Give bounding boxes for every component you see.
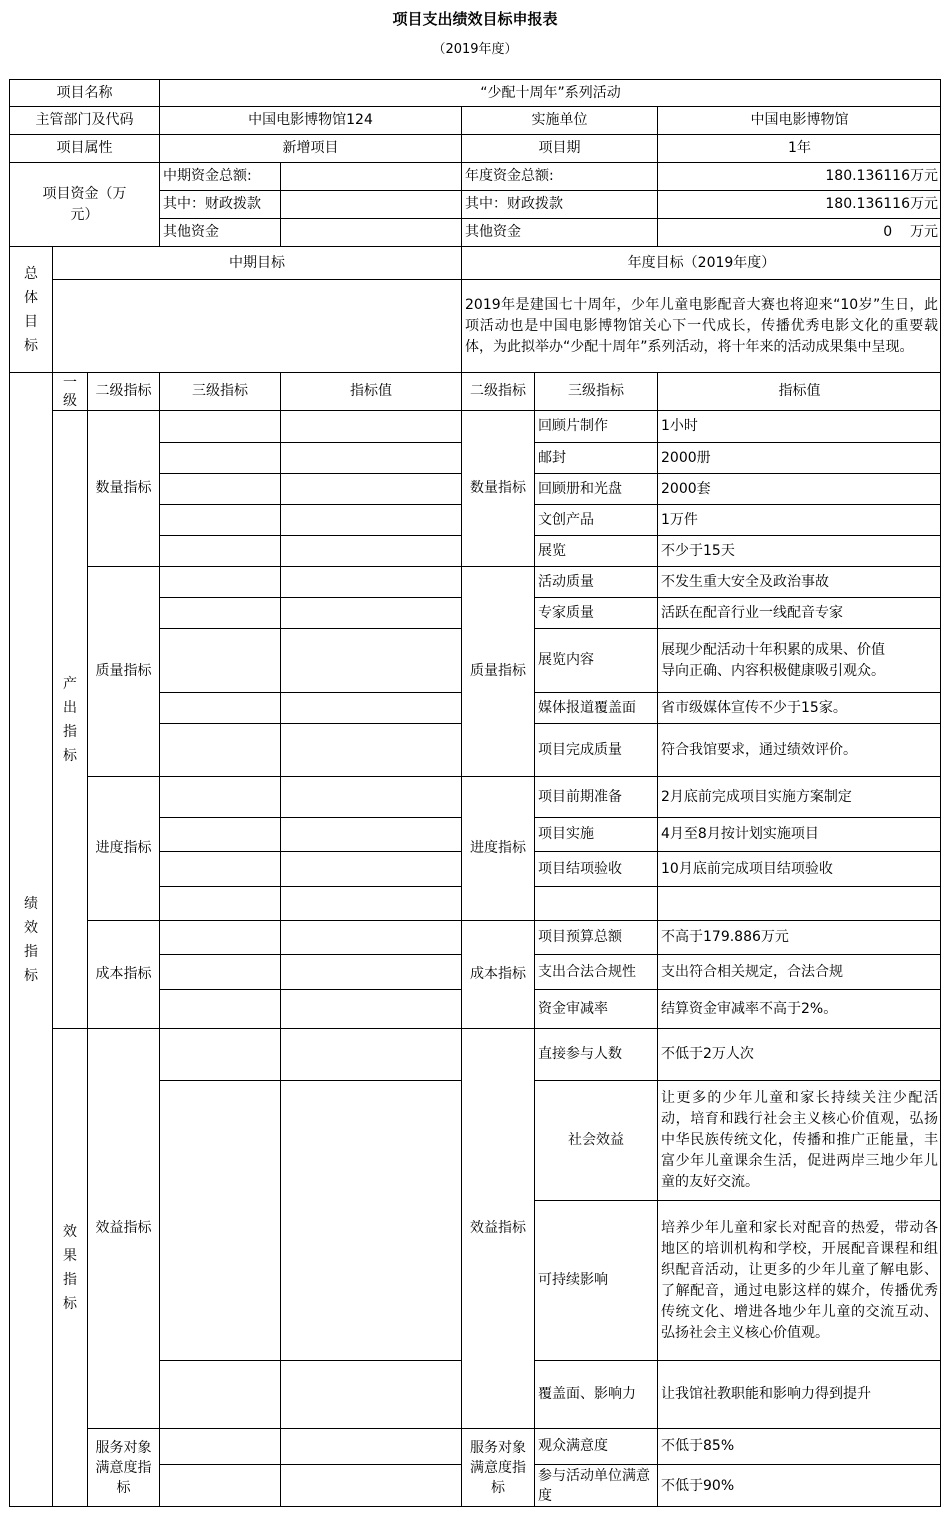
mid-value-cell [280,628,461,692]
annual-value-cell: 让我馆社教职能和影响力得到提升 [657,1360,941,1428]
mid-value-cell [280,504,461,535]
year-fiscal-label: 其中：财政拨款 [461,190,657,218]
mid-fiscal-value [280,190,461,218]
table-border-bottom [9,1506,941,1507]
col-level2-header-left: 二级指标 [87,372,159,410]
mid-value-cell [280,566,461,597]
mid-value-cell [280,954,461,989]
cost-indicators-left: 成本指标 [87,920,159,1028]
mid-value-cell [280,473,461,504]
annual-l3-cell: 展览内容 [534,628,657,692]
mid-l3-cell [159,954,280,989]
mid-value-cell [280,723,461,776]
mid-value-cell [280,817,461,851]
annual-l3-cell: 项目实施 [534,817,657,851]
annual-value-cell: 2月底前完成项目实施方案制定 [657,776,941,817]
annual-value-cell: 不低于90% [657,1464,941,1507]
annual-value-cell: 不发生重大安全及政治事故 [657,566,941,597]
perf-indicators-label: 绩效指标 [9,372,52,1507]
cost-indicators-right: 成本指标 [461,920,534,1028]
mid-l3-cell [159,597,280,628]
output-indicators-label: 产出指标 [52,410,87,1028]
mid-fiscal-label: 其中：财政拨款 [159,190,280,218]
annual-value-cell: 活跃在配音行业一线配音专家 [657,597,941,628]
mid-value-cell [280,776,461,817]
mid-value-cell [280,851,461,886]
mid-value-cell [280,989,461,1028]
mid-goal-header: 中期目标 [52,246,461,279]
benefit-indicators-left: 效益指标 [87,1028,159,1428]
mid-l3-cell [159,566,280,597]
annual-l3-cell: 直接参与人数 [534,1028,657,1080]
mid-l3-cell [159,817,280,851]
dept-label: 主管部门及代码 [9,106,159,134]
annual-value-cell: 不少于15天 [657,535,941,566]
mid-l3-cell [159,628,280,692]
annual-l3-cell: 项目完成质量 [534,723,657,776]
mid-l3-cell [159,989,280,1028]
form-title: 项目支出绩效目标申报表 [392,10,558,28]
quantity-indicators-left: 数量指标 [87,410,159,566]
mid-total-label: 中期资金总额: [159,162,280,190]
funds-label: 项目资金（万元） [9,162,159,246]
year-goal-header: 年度目标（2019年度） [461,246,941,279]
mid-value-cell [280,1028,461,1080]
mid-l3-cell [159,776,280,817]
year-total-label: 年度资金总额: [461,162,657,190]
col-level3-header-right: 三级指标 [534,372,657,410]
mid-goal-text [52,279,461,372]
col-level2-header-right: 二级指标 [461,372,534,410]
mid-value-cell [280,1428,461,1464]
progress-indicators-left: 进度指标 [87,776,159,920]
quantity-indicators-right: 数量指标 [461,410,534,566]
annual-l3-cell: 支出合法合规性 [534,954,657,989]
project-name-value: “少配十周年”系列活动 [159,79,941,106]
annual-value-cell: 4月至8月按计划实施项目 [657,817,941,851]
mid-value-cell [280,410,461,442]
annual-value-cell: 培养少年儿童和家长对配音的热爱，带动各地区的培训机构和学校，开展配音课程和组织配音活动，让更多的少年儿童了解电影、了解配音，通过电影这样的媒介，传播优秀传统文化、增进各地少年儿童的交流互动、弘扬社会主义核心价值观。 [657,1200,941,1360]
benefit-indicators-right: 效益指标 [461,1028,534,1428]
mid-value-cell [280,886,461,920]
annual-value-cell: 展现少配活动十年积累的成果、价值导向正确、内容积极健康吸引观众。 [657,628,941,692]
mid-value-cell [280,920,461,954]
impl-unit-value: 中国电影博物馆 [657,106,941,134]
annual-value-cell: 2000册 [657,442,941,473]
mid-value-cell [280,692,461,723]
annual-value-cell: 1万件 [657,504,941,535]
year-total-value: 180.136116万元 [657,162,941,190]
project-name-label: 项目名称 [9,79,159,106]
annual-l3-cell: 回顾册和光盘 [534,473,657,504]
effect-indicators-label: 效果指标 [52,1028,87,1507]
table-border-right [940,79,941,1507]
mid-other-value [280,218,461,246]
annual-value-cell: 不高于179.886万元 [657,920,941,954]
col-level3-header-left: 三级指标 [159,372,280,410]
mid-value-cell [280,1080,461,1360]
annual-value-cell: 10月底前完成项目结项验收 [657,851,941,886]
project-attr-label: 项目属性 [9,134,159,162]
mid-l3-cell [159,1080,280,1360]
mid-l3-cell [159,723,280,776]
mid-l3-cell [159,692,280,723]
year-other-value: 0 万元 [657,218,941,246]
annual-l3-cell: 媒体报道覆盖面 [534,692,657,723]
mid-value-cell [280,597,461,628]
annual-l3-cell: 文创产品 [534,504,657,535]
col-value-header-right: 指标值 [657,372,941,410]
mid-l3-cell [159,473,280,504]
quality-indicators-right: 质量指标 [461,566,534,776]
mid-l3-cell [159,920,280,954]
annual-value-cell: 符合我馆要求，通过绩效评价。 [657,723,941,776]
performance-form-table [9,79,941,1507]
annual-value-cell: 不低于2万人次 [657,1028,941,1080]
mid-l3-cell [159,1360,280,1428]
annual-l3-cell: 可持续影响 [534,1200,657,1360]
mid-value-cell [280,1464,461,1507]
annual-l3-cell: 展览 [534,535,657,566]
project-period-value: 1年 [657,134,941,162]
annual-value-cell: 结算资金审减率不高于2%。 [657,989,941,1028]
quality-indicators-left: 质量指标 [87,566,159,776]
project-attr-value: 新增项目 [159,134,461,162]
impl-unit-label: 实施单位 [461,106,657,134]
annual-l3-cell: 专家质量 [534,597,657,628]
mid-other-label: 其他资金 [159,218,280,246]
project-period-label: 项目期 [461,134,657,162]
annual-l3-cell: 覆盖面、影响力 [534,1360,657,1428]
mid-l3-cell [159,504,280,535]
year-other-label: 其他资金 [461,218,657,246]
satisfaction-indicators-left: 服务对象满意度指标 [87,1428,159,1507]
mid-l3-cell [159,851,280,886]
annual-l3-cell: 社会效益 [534,1080,657,1200]
col-level1-header: 一级 [52,372,87,410]
mid-l3-cell [159,886,280,920]
annual-l3-cell: 项目结项验收 [534,851,657,886]
annual-value-cell: 2000套 [657,473,941,504]
annual-l3-cell: 活动质量 [534,566,657,597]
annual-l3-cell: 项目前期准备 [534,776,657,817]
mid-l3-cell [159,410,280,442]
col-value-header-left: 指标值 [280,372,461,410]
annual-value-cell: 不低于85% [657,1428,941,1464]
year-fiscal-value: 180.136116万元 [657,190,941,218]
annual-value-cell: 省市级媒体宣传不少于15家。 [657,692,941,723]
annual-value-cell: 让更多的少年儿童和家长持续关注少配活动，培育和践行社会主义核心价值观，弘扬中华民族传统文化，传播和推广正能量，丰富少年儿童课余生活，促进两岸三地少年儿童的友好交流。 [657,1080,941,1200]
annual-l3-cell: 邮封 [534,442,657,473]
satisfaction-indicators-right: 服务对象满意度指标 [461,1428,534,1507]
overall-goals-label: 总体目标 [9,246,52,372]
mid-l3-cell [159,1428,280,1464]
annual-l3-cell: 回顾片制作 [534,410,657,442]
progress-indicators-right: 进度指标 [461,776,534,920]
annual-value-cell: 支出符合相关规定，合法合规 [657,954,941,989]
form-year: （2019年度） [432,42,518,57]
mid-total-value [280,162,461,190]
annual-l3-cell: 资金审减率 [534,989,657,1028]
annual-l3-cell: 项目预算总额 [534,920,657,954]
mid-l3-cell [159,442,280,473]
mid-value-cell [280,535,461,566]
annual-l3-cell: 参与活动单位满意度 [534,1464,657,1507]
mid-value-cell [280,442,461,473]
annual-value-cell [657,886,941,920]
mid-l3-cell [159,1028,280,1080]
dept-value: 中国电影博物馆124 [159,106,461,134]
annual-l3-cell: 观众满意度 [534,1428,657,1464]
mid-l3-cell [159,1464,280,1507]
year-goal-text: 2019年是建国七十周年，少年儿童电影配音大赛也将迎来“10岁”生日，此项活动也是中国电影博物馆关心下一代成长，传播优秀电影文化的重要载体，为此拟举办“少配十周年”系列活动，将十年来的活动成果集中呈现。 [461,279,941,372]
annual-l3-cell [534,886,657,920]
mid-value-cell [280,1360,461,1428]
annual-value-cell: 1小时 [657,410,941,442]
mid-l3-cell [159,535,280,566]
